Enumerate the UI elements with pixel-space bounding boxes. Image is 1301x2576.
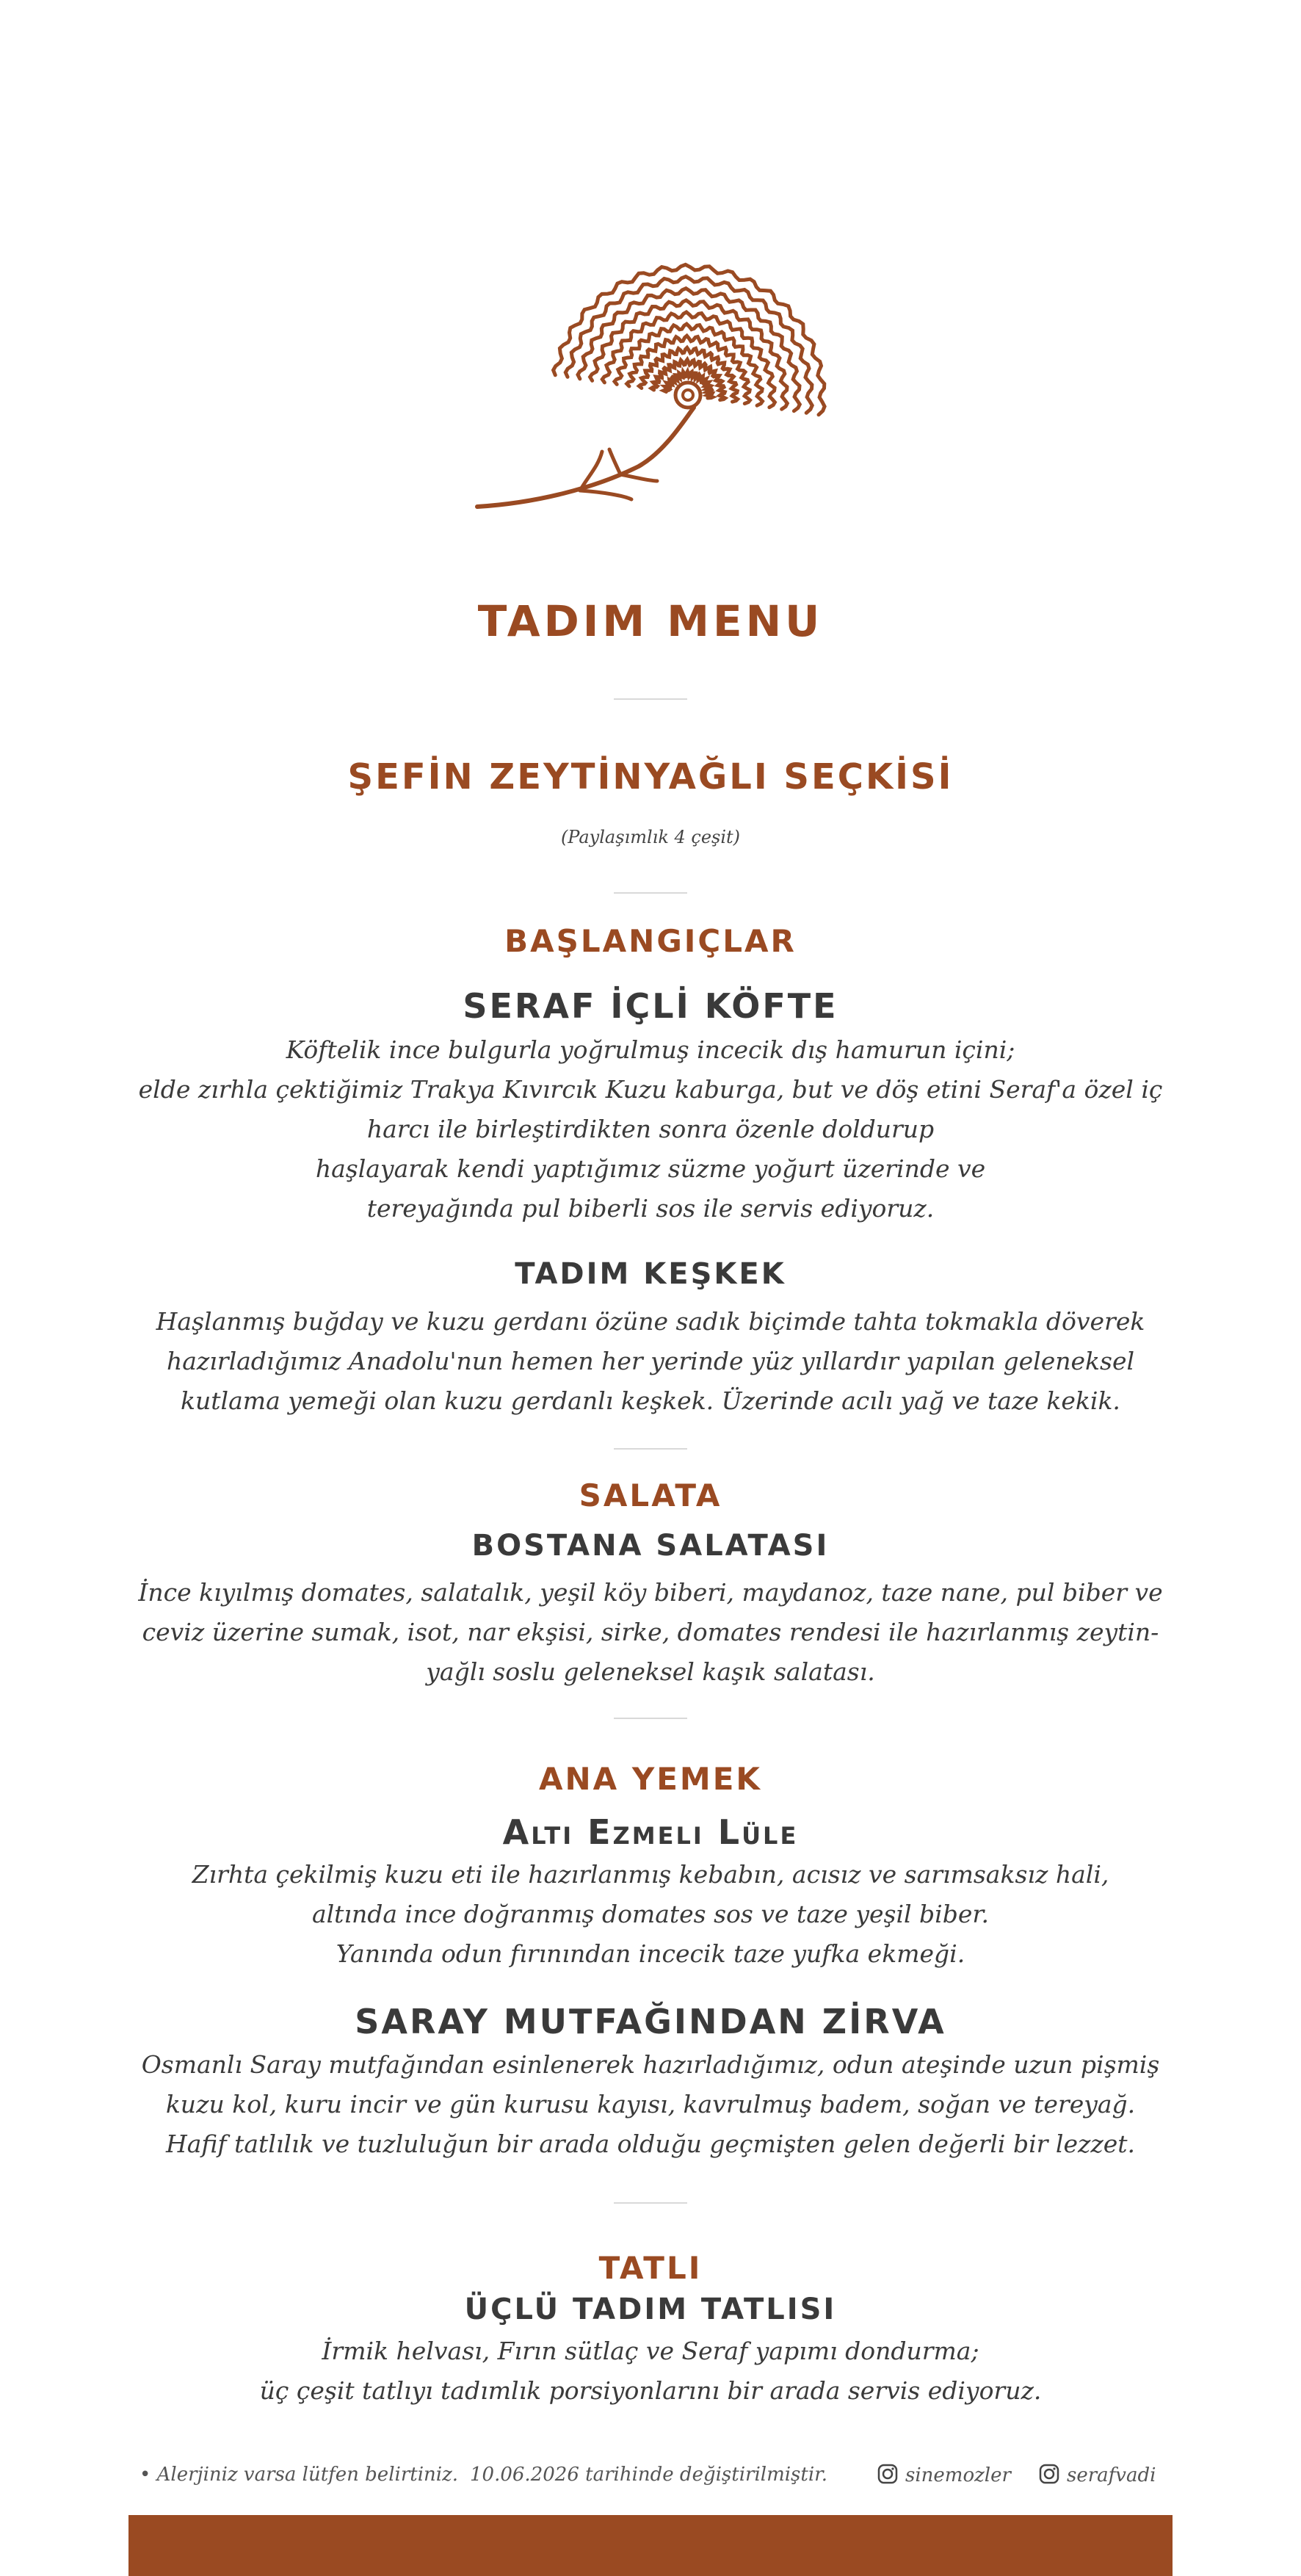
- dish-name: SERAF İÇLİ KÖFTE: [463, 986, 838, 1026]
- dish-description: Osmanlı Saray mutfağından esinlenerek hazırladığımız, odun ateşinde uzun pişmiş kuzu kol, kuru incir ve gün kurusu kayısı, kavrulmuş badem, soğan ve tereyağ. Hafif tatlılık ve tuzluluğun bir arada olduğu geçmişten gelen değerli bir lezzet.: [141, 2050, 1160, 2158]
- divider: [614, 1718, 687, 1719]
- dish-name: TADIM KEŞKEK: [515, 1257, 786, 1291]
- divider: [614, 892, 687, 894]
- dish-description: Köftelik ince bulgurla yoğrulmuş incecik dış hamurun içini; elde zırhla çektiğimiz Trakya Kıvırcık Kuzu kaburga, but ve döş etini Seraf'a özel iç harcı ile birleştirdikten sonra özenle doldurup haşlayarak kendi yaptığımız süzme yoğurt üzerinde ve tereyağında pul biberli sos ile servis ediyoruz.: [138, 1035, 1163, 1223]
- dish-description: İnce kıyılmış domates, salatalık, yeşil köy biberi, maydanoz, taze nane, pul biber ve ceviz üzerine sumak, isot, nar ekşisi, sirke, domates rendesi ile hazırlanmış zeytin- yağlı soslu geleneksel kaşık salatası.: [138, 1578, 1163, 1686]
- section-title-dessert: TATLI: [598, 2250, 703, 2286]
- menu-title: TADIM MENU: [477, 596, 824, 646]
- section-title-starters: BAŞLANGIÇLAR: [504, 923, 797, 959]
- updated-date: 10.06.2026 tarihinde değiştirilmiştir.: [470, 2464, 827, 2486]
- wavy-leaf-branch-icon: [470, 257, 837, 514]
- allergy-note: • Alerjiniz varsa lütfen belirtiniz.: [139, 2464, 459, 2486]
- dish-name: SARAY MUTFAĞINDAN ZİRVA: [355, 2002, 946, 2041]
- dish-description: Zırhta çekilmiş kuzu eti ile hazırlanmış kebabın, acısız ve sarımsaksız hali, altında ince doğranmış domates sos ve taze yeşil biber. Yanında odun fırınından incecik taze yufka ekmeği.: [192, 1860, 1109, 1968]
- section-title-chef: ŞEFİN ZEYTİNYAĞLI SEÇKİSİ: [347, 756, 954, 797]
- logo-wave: [664, 372, 713, 398]
- divider: [614, 698, 687, 700]
- dish-name: ÜÇLÜ TADIM TATLISI: [464, 2293, 837, 2326]
- footer-band: [128, 2515, 1173, 2576]
- instagram-handle: serafvadi: [1067, 2464, 1156, 2486]
- divider: [614, 2202, 687, 2204]
- instagram-icon: [877, 2464, 898, 2484]
- dish-description: İrmik helvası, Fırın sütlaç ve Seraf yapımı dondurma; üç çeşit tatlıyı tadımlık porsiyonlarını bir arada servis ediyoruz.: [259, 2337, 1042, 2405]
- dish-name: Altı Ezmeli Lüle: [502, 1812, 799, 1852]
- instagram-link-serafvadi[interactable]: [1039, 2464, 1156, 2493]
- section-title-main: ANA YEMEK: [539, 1761, 762, 1797]
- instagram-handle: sinemozler: [905, 2464, 1011, 2486]
- section-note-chef: (Paylaşımlık 4 çeşit): [560, 827, 741, 847]
- dish-name: BOSTANA SALATASI: [471, 1529, 830, 1563]
- section-title-salad: SALATA: [579, 1477, 722, 1513]
- dish-description: Haşlanmış buğday ve kuzu gerdanı özüne sadık biçimde tahta tokmakla döverek hazırladığımız Anadolu'nun hemen her yerinde yüz yıllardır yapılan geleneksel kutlama yemeği olan kuzu gerdanlı keşkek. Üzerinde acılı yağ ve taze kekik.: [156, 1307, 1145, 1415]
- instagram-link-sinemozler[interactable]: [877, 2464, 1011, 2493]
- instagram-icon: [1039, 2464, 1059, 2484]
- divider: [614, 1448, 687, 1450]
